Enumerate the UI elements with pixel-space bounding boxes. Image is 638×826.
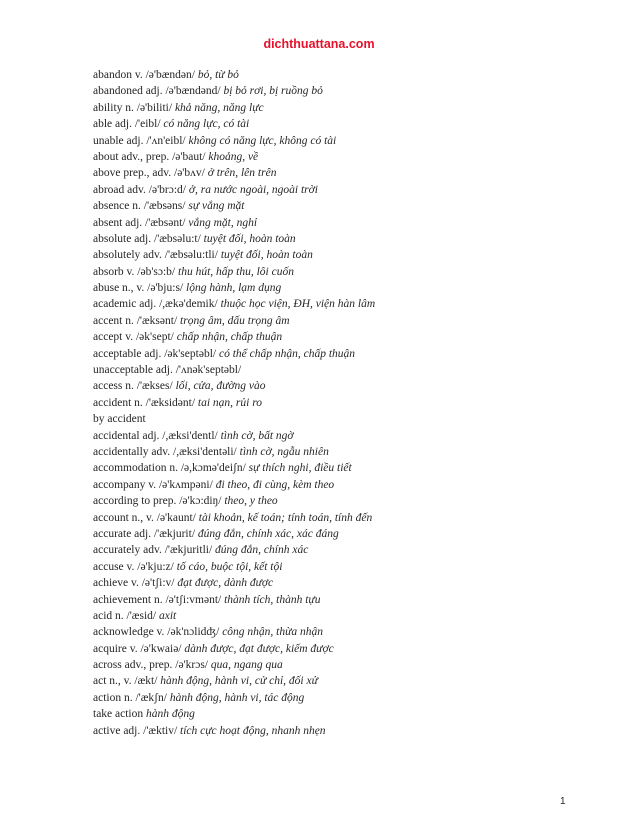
entry-headword: absolutely adv. /'æbsəlu:tli/ [93,249,218,262]
entry-headword: take action [93,708,144,721]
entry-headword: accidentally adv. /,æksi'dentəli/ [93,445,237,458]
entry-meaning: thuộc học viện, ĐH, viện hàn lâm [217,298,376,311]
entry-meaning: axit [156,609,177,622]
vocabulary-entry [93,723,613,739]
entry-headword: absence n. /'æbsəns/ [93,200,186,213]
vocabulary-entry [93,83,613,99]
entry-headword: accuse v. /ə'kju:z/ [93,560,174,573]
vocabulary-entry [93,165,613,181]
vocabulary-entry [93,329,613,345]
entry-headword: achieve v. /ə'tʃi:v/ [93,577,175,590]
entry-meaning: thu hút, hấp thu, lôi cuốn [175,265,294,278]
entry-meaning: có thể chấp nhận, chấp thuận [216,347,356,360]
entry-meaning: thành tích, thành tựu [221,593,321,606]
entry-headword: accident n. /'æksidənt/ [93,396,196,409]
entry-headword: according to prep. /ə'kɔ:diŋ/ [93,495,222,508]
entry-headword: above prep., adv. /ə'bʌv/ [93,167,205,180]
entry-meaning: tích cực hoạt động, nhanh nhẹn [177,724,326,737]
vocabulary-entry [93,657,613,673]
entry-headword: absolute adj. /'æbsəlu:t/ [93,232,201,245]
vocabulary-entry [93,411,613,427]
entry-meaning: sự vắng mặt [185,200,245,213]
entry-meaning: khoảng, về [205,150,259,163]
entry-meaning: sự thích nghi, điều tiết [245,462,352,475]
entry-headword: by accident [93,413,146,426]
entry-headword: accommodation n. /ə,kɔmə'deiʃn/ [93,462,246,475]
entry-headword: access n. /'ækses/ [93,380,173,393]
entry-meaning: công nhận, thừa nhận [219,626,324,639]
entry-headword: abroad adv. /ə'brɔ:d/ [93,183,186,196]
vocabulary-entry [93,641,613,657]
vocabulary-entry [93,493,613,509]
vocabulary-entry [93,624,613,640]
entry-headword: accept v. /ək'sept/ [93,331,174,344]
vocabulary-entry [93,296,613,312]
vocabulary-entry [93,313,613,329]
entry-meaning: ở, ra nước ngoài, ngoài trời [185,183,318,196]
entry-meaning: hành động, hành vi, cử chỉ, đối xử [157,675,318,688]
vocabulary-entry [93,133,613,149]
vocabulary-entry [93,231,613,247]
entry-meaning: tố cáo, buộc tội, kết tội [173,560,283,573]
vocabulary-entry [93,149,613,165]
entry-meaning: không có năng lực, không có tài [185,134,337,147]
entry-meaning: theo, y theo [221,495,278,508]
entry-headword: abandon v. /ə'bændən/ [93,69,195,81]
entry-meaning: đi theo, đi cùng, kèm theo [212,478,335,491]
entry-headword: unable adj. /'ʌn'eibl/ [93,134,186,147]
entry-headword: abuse n., v. /ə'bju:s/ [93,282,184,295]
entry-headword: acknowledge v. /ək'nɔlidʤ/ [93,626,220,639]
entry-meaning: lộng hành, lạm dụng [183,282,282,295]
entry-meaning: hành động [143,708,195,721]
entry-meaning: hành động, hành vi, tác động [166,691,305,704]
vocabulary-entry [93,67,613,83]
entry-headword: abandoned adj. /ə'bændənd/ [93,85,221,98]
vocabulary-entry [93,116,613,132]
entry-meaning: trọng âm, dấu trọng âm [177,314,290,327]
vocabulary-entry [93,264,613,280]
entry-meaning: tình cờ, ngẫu nhiên [236,445,329,458]
vocabulary-entry [93,706,613,722]
entry-meaning: đúng đắn, chính xác, xác đáng [195,527,339,540]
entry-meaning: đúng đắn, chính xác [212,544,309,557]
entry-headword: ability n. /ə'biliti/ [93,101,173,114]
vocabulary-entry [93,542,613,558]
entry-headword: unacceptable adj. /'ʌnək'septəbl/ [93,364,242,377]
vocabulary-entry [93,592,613,608]
entry-meaning: đạt được, dành được [174,577,274,590]
entry-headword: acquire v. /ə'kwaiə/ [93,642,182,655]
entry-meaning: tài khoản, kế toán; tính toán, tính đến [195,511,373,524]
entry-headword: absent adj. /'æbsənt/ [93,216,186,229]
entry-meaning: tuyệt đối, hoàn toàn [217,249,313,262]
entry-meaning: qua, ngang qua [208,659,283,672]
vocabulary-entry [93,378,613,394]
vocabulary-entry [93,526,613,542]
entry-meaning: dành được, đạt được, kiếm được [181,642,334,655]
entry-meaning: bỏ, từ bỏ [194,69,239,81]
entry-meaning: vắng mặt, nghỉ [185,216,258,229]
entry-meaning: có năng lực, có tài [160,118,250,131]
entry-meaning: tai nạn, rủi ro [195,396,263,409]
vocabulary-entry [93,182,613,198]
vocabulary-entry [93,559,613,575]
entry-headword: action n. /'ækʃn/ [93,691,167,704]
vocabulary-entry [93,280,613,296]
entry-headword: accent n. /'æksənt/ [93,314,178,327]
entry-headword: accidental adj. /,æksi'dentl/ [93,429,218,442]
vocabulary-entry [93,215,613,231]
vocabulary-entry [93,510,613,526]
vocabulary-entry [93,428,613,444]
entry-headword: account n., v. /ə'kaunt/ [93,511,196,524]
entry-headword: achievement n. /ə'tʃi:vmənt/ [93,593,222,606]
entry-headword: acid n. /'æsid/ [93,609,157,622]
vocabulary-entry [93,608,613,624]
vocabulary-entry [93,346,613,362]
entry-headword: accompany v. /ə'kʌmpəni/ [93,478,213,491]
entry-headword: act n., v. /ækt/ [93,675,158,688]
site-header: dichthuattana.com [263,37,375,51]
entry-headword: active adj. /'æktiv/ [93,724,178,737]
vocabulary-entry [93,690,613,706]
entry-headword: about adv., prep. /ə'baut/ [93,150,206,163]
vocabulary-entry [93,575,613,591]
entry-meaning: lối, cửa, đường vào [172,380,266,393]
entry-meaning: bị bỏ rơi, bị ruồng bỏ [220,85,323,98]
entry-meaning: tình cờ, bất ngờ [217,429,294,442]
vocabulary-entry [93,362,613,378]
vocabulary-entry [93,477,613,493]
entry-headword: across adv., prep. /ə'krɔs/ [93,659,209,672]
entry-headword: able adj. /'eibl/ [93,118,161,131]
vocabulary-entry [93,444,613,460]
vocabulary-entry [93,100,613,116]
entry-headword: accurately adv. /'ækjuritli/ [93,544,213,557]
entry-meaning: chấp nhận, chấp thuận [173,331,283,344]
vocabulary-list [93,67,613,739]
vocabulary-entry [93,460,613,476]
entry-meaning: ở trên, lên trên [204,167,277,180]
vocabulary-entry [93,198,613,214]
entry-meaning: khả năng, năng lực [172,101,264,114]
vocabulary-entry [93,395,613,411]
entry-meaning: tuyệt đối, hoàn toàn [200,232,296,245]
page-number: 1 [560,796,566,807]
entry-headword: accurate adj. /'ækjurit/ [93,527,196,540]
vocabulary-entry [93,247,613,263]
entry-headword: acceptable adj. /ək'septəbl/ [93,347,217,360]
vocabulary-entry [93,673,613,689]
entry-headword: academic adj. /,ækə'demik/ [93,298,218,311]
entry-headword: absorb v. /əb'sɔ:b/ [93,265,176,278]
